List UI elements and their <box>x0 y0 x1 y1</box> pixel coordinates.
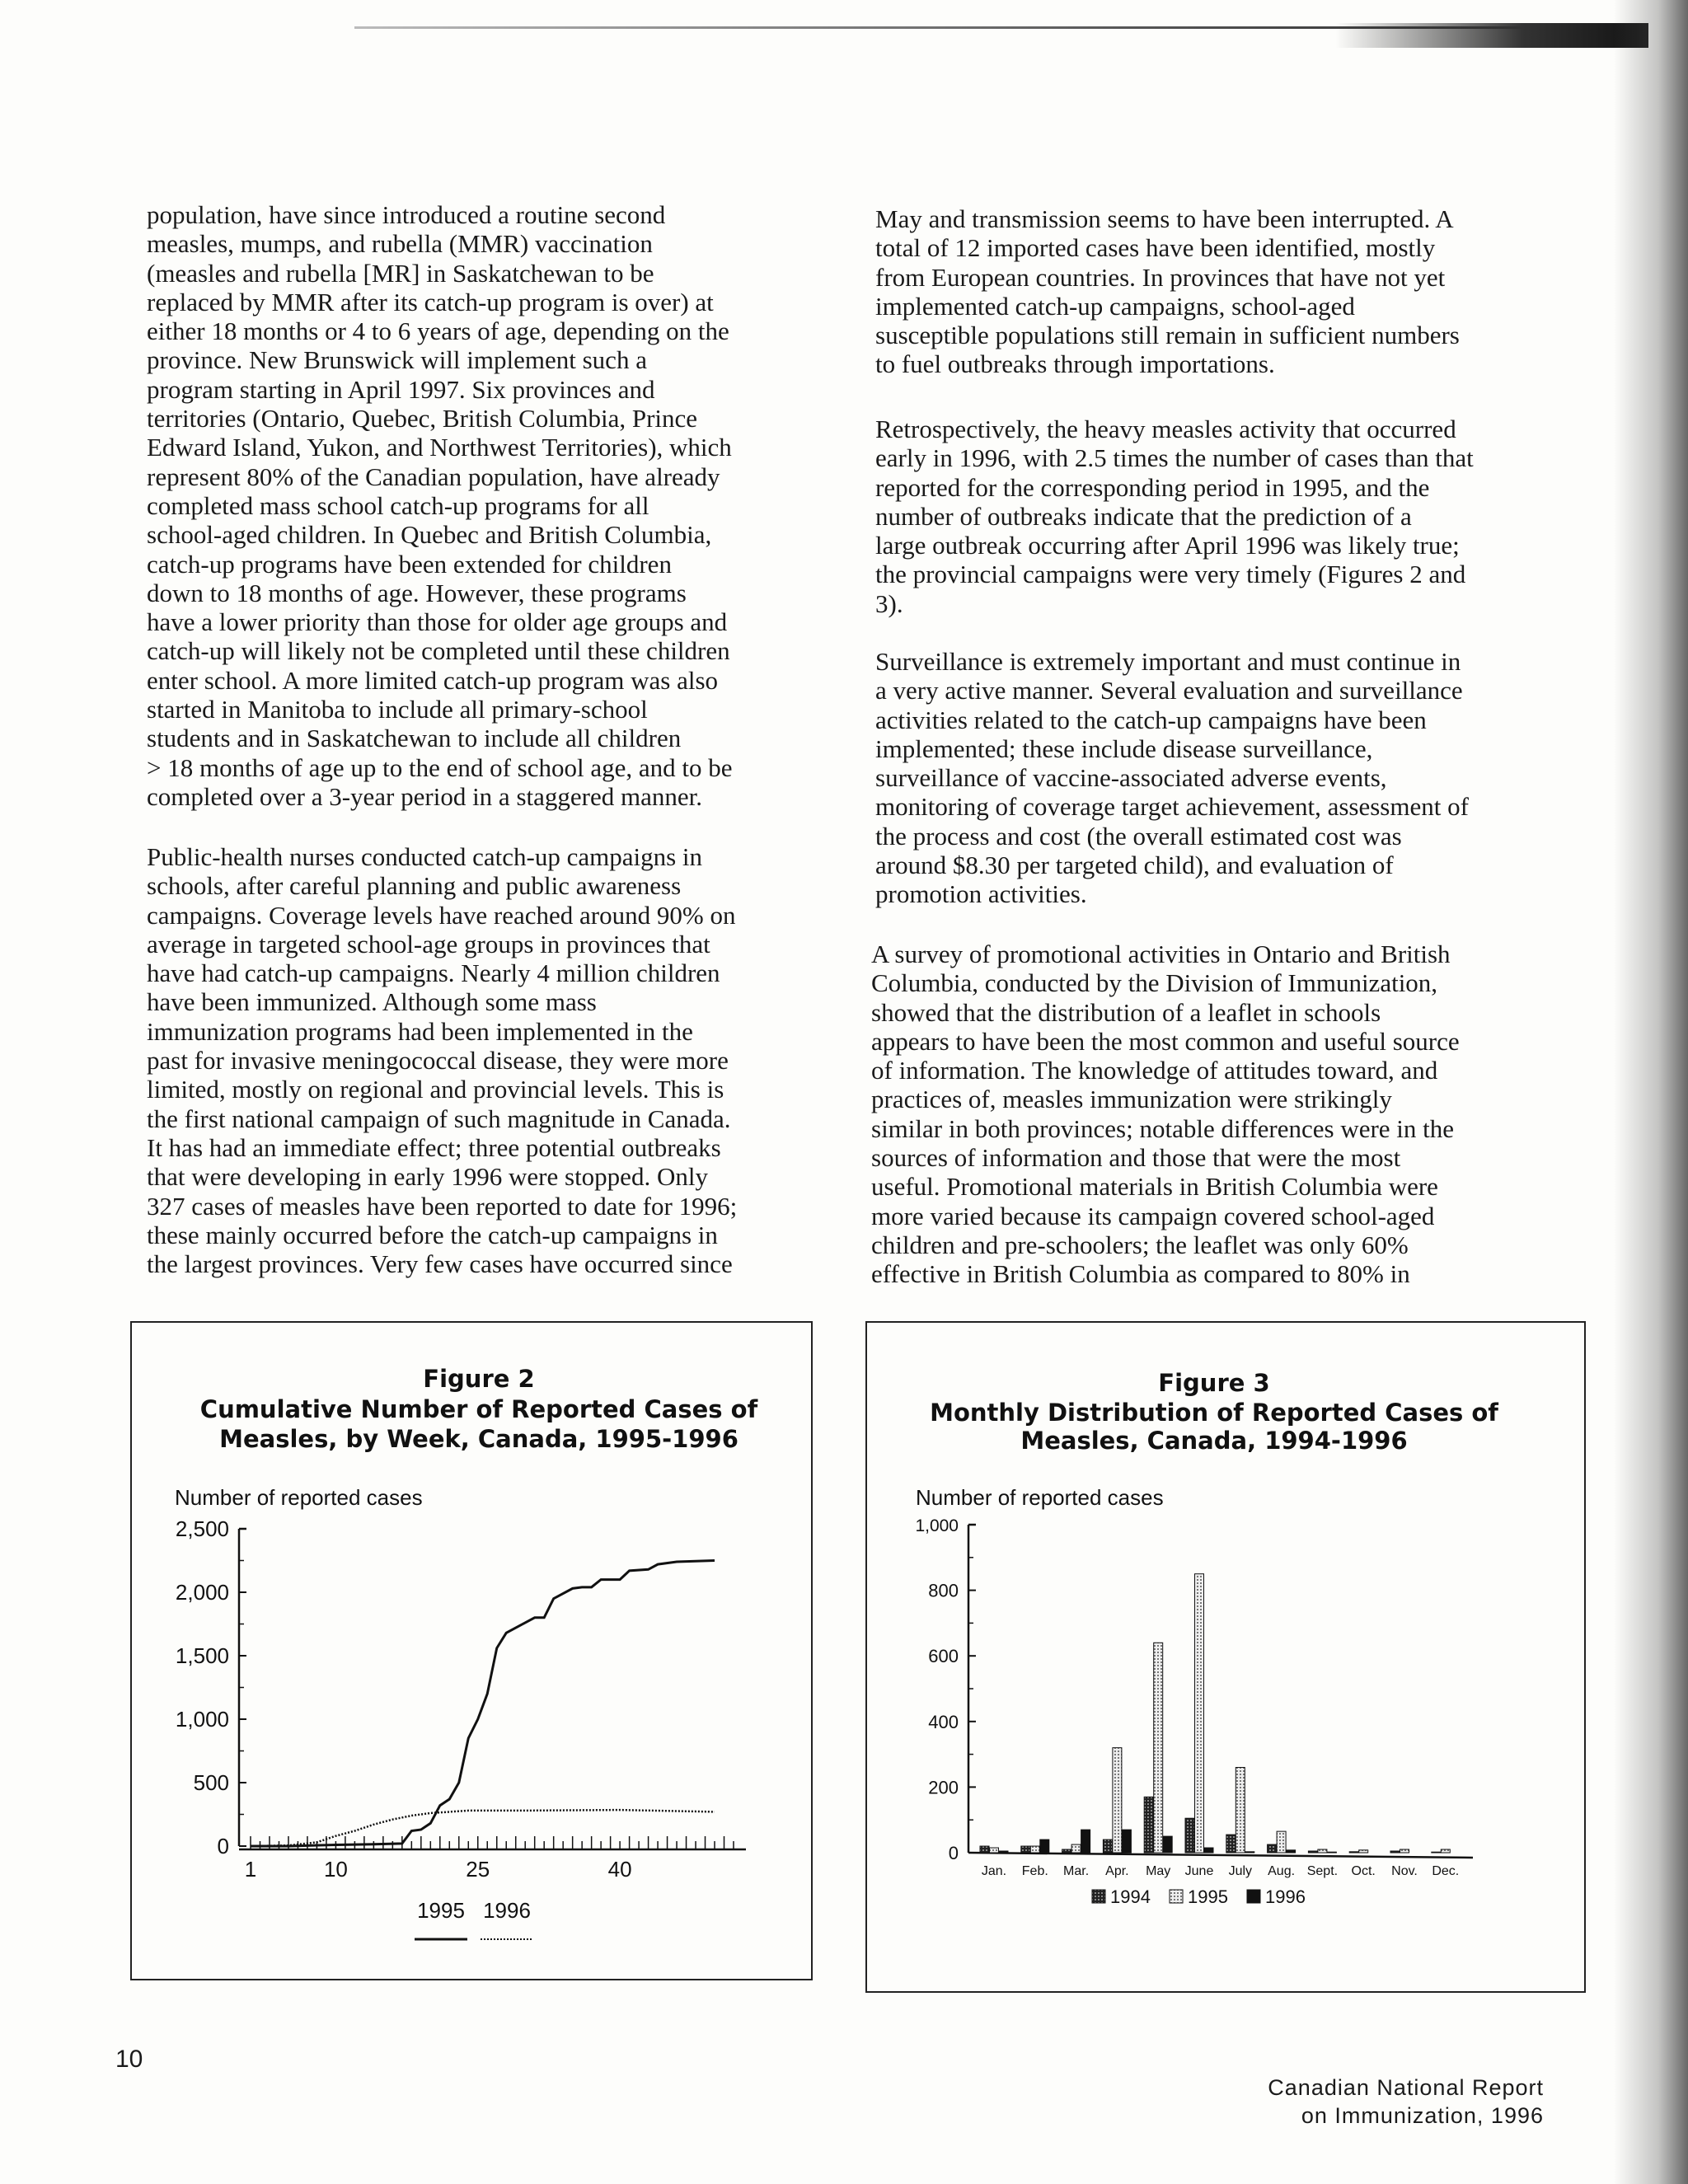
text-line: Public-health nurses conducted catch-up campaigns in <box>147 842 703 871</box>
month-label: Oct. <box>1351 1864 1376 1878</box>
text-line: (measles and rubella [MR] in Saskatchewan to be <box>147 258 654 288</box>
legend-label-1995: 1995 <box>417 1898 465 1923</box>
bar-1996-july <box>1245 1852 1254 1853</box>
text-line: of information. The knowledge of attitudes toward, and <box>871 1056 1438 1085</box>
figure-2-title-line-1: Cumulative Number of Reported Cases of <box>199 1395 758 1423</box>
text-line: Edward Island, Yukon, and Northwest Territories), which <box>147 433 732 462</box>
text-line: limited, mostly on regional and provincial levels. This is <box>147 1075 724 1104</box>
y-tick-label: 1,500 <box>175 1643 229 1668</box>
text-line: represent 80% of the Canadian population, have already <box>147 462 720 491</box>
bar-1995-june <box>1195 1574 1204 1853</box>
x-tick-label: 40 <box>607 1857 632 1882</box>
bar-1995-apr <box>1113 1748 1122 1853</box>
figure-3-title-line-1: Monthly Distribution of Reported Cases of <box>930 1399 1498 1427</box>
legend-label-1995: 1995 <box>1188 1886 1228 1907</box>
bar-1995-jan <box>990 1848 999 1853</box>
legend-swatch-1996 <box>1247 1890 1260 1903</box>
bar-1996-apr <box>1122 1830 1131 1853</box>
series-line-1995 <box>251 1561 715 1847</box>
month-label: Nov. <box>1391 1864 1418 1878</box>
footer-report-title: Canadian National Report <box>1268 2075 1544 2100</box>
y-tick-label: 2,500 <box>175 1516 229 1541</box>
text-line: Surveillance is extremely important and must continue in <box>875 647 1461 676</box>
text-line: appears to have been the most common and useful source <box>871 1026 1460 1056</box>
text-line: territories (Ontario, Quebec, British Columbia, Prince <box>147 404 698 434</box>
bar-1995-nov <box>1400 1849 1409 1853</box>
text-line: early in 1996, with 2.5 times the number of cases than that <box>875 443 1474 473</box>
text-line: sources of information and those that were the most <box>871 1143 1401 1173</box>
bar-1996-mar <box>1081 1830 1090 1853</box>
bar-1994-may <box>1144 1797 1153 1853</box>
y-tick-label: 1,000 <box>175 1707 229 1732</box>
bar-1995-dec <box>1441 1849 1450 1853</box>
text-line: campaigns. Coverage levels have reached around 90% on <box>147 900 736 930</box>
month-label: Dec. <box>1432 1864 1460 1878</box>
text-line: total of 12 imported cases have been identified, mostly <box>875 233 1436 263</box>
bar-1994-june <box>1185 1818 1194 1853</box>
bar-1994-mar <box>1062 1849 1071 1853</box>
figure-2 <box>175 1365 758 1939</box>
y-tick-label: 600 <box>928 1646 959 1667</box>
text-line: It has had an immediate effect; three potential outbreaks <box>147 1132 721 1162</box>
legend-label-1996: 1996 <box>483 1898 531 1923</box>
text-line: the process and cost (the overall estimated cost was <box>875 821 1402 851</box>
text-line: effective in British Columbia as compared to 80% in <box>871 1259 1410 1289</box>
text-line: showed that the distribution of a leaflet in schools <box>871 997 1381 1027</box>
page-number: 10 <box>115 2046 143 2073</box>
text-line: schools, after careful planning and public awareness <box>147 871 682 901</box>
text-line: have a lower priority than those for older age groups and <box>147 607 728 637</box>
bar-1996-feb <box>1040 1840 1049 1853</box>
text-line: either 18 months or 4 to 6 years of age, depending on the <box>147 316 729 346</box>
month-label: May <box>1146 1864 1171 1878</box>
text-line: reported for the corresponding period in 1995, and the <box>875 472 1430 502</box>
text-line: have had catch-up campaigns. Nearly 4 million children <box>147 958 720 988</box>
text-line: similar in both provinces; notable differences were in the <box>871 1113 1455 1143</box>
text-line: program starting in April 1997. Six provinces and <box>147 374 655 404</box>
text-line: enter school. A more limited catch-up program was also <box>147 665 719 695</box>
text-line: 327 cases of measles have been reported to date for 1996; <box>147 1191 738 1221</box>
text-line: activities related to the catch-up campaigns have been <box>875 705 1427 734</box>
text-line: the first national campaign of such magnitude in Canada. <box>147 1104 731 1133</box>
footer-report-subtitle: on Immunization, 1996 <box>1301 2103 1544 2128</box>
text-line: to fuel outbreaks through importations. <box>875 349 1275 379</box>
text-line: down to 18 months of age. However, these programs <box>147 578 687 607</box>
series-line-1996 <box>251 1810 715 1846</box>
figure-3-title-line-2: Measles, Canada, 1994-1996 <box>1020 1427 1408 1455</box>
bar-1996-aug <box>1287 1850 1296 1853</box>
text-line: May and transmission seems to have been interrupted. A <box>875 204 1454 233</box>
text-line: province. New Brunswick will implement such a <box>147 345 647 375</box>
figure-2-y-label: Number of reported cases <box>175 1485 423 1510</box>
text-line: Retrospectively, the heavy measles activity that occurred <box>875 415 1456 443</box>
text-line: completed over a 3-year period in a staggered manner. <box>147 781 702 811</box>
text-line: surveillance of vaccine-associated adverse events, <box>875 763 1387 793</box>
month-label: July <box>1228 1864 1253 1878</box>
y-tick-label: 1,000 <box>915 1516 959 1535</box>
figure-2-label: Figure 2 <box>423 1365 535 1393</box>
month-label: Mar. <box>1063 1864 1090 1878</box>
bar-1995-feb <box>1030 1846 1039 1853</box>
text-line: promotion activities. <box>875 879 1087 909</box>
text-line: Columbia, conducted by the Division of Immunization, <box>871 968 1438 998</box>
text-line: average in targeted school-age groups in provinces that <box>147 929 710 958</box>
bar-1994-feb <box>1021 1846 1030 1853</box>
text-line: these mainly occurred before the catch-up campaigns in <box>147 1220 718 1249</box>
text-line: implemented catch-up campaigns, school-aged <box>875 291 1355 321</box>
bar-1994-oct <box>1349 1852 1358 1853</box>
bar-1994-dec <box>1432 1852 1441 1853</box>
y-tick-label: 200 <box>928 1777 959 1798</box>
text-line: around $8.30 per targeted child), and evaluation of <box>875 851 1394 880</box>
text-line: that were developing in early 1996 were stopped. Only <box>147 1162 708 1192</box>
figure-2-title-line-2: Measles, by Week, Canada, 1995-1996 <box>219 1425 738 1453</box>
month-label: Apr. <box>1105 1864 1129 1878</box>
text-line: population, have since introduced a routine second <box>147 200 666 229</box>
text-line: students and in Saskatchewan to include all children <box>147 724 682 753</box>
y-tick-label: 400 <box>928 1711 959 1732</box>
text-line: catch-up programs have been extended for children <box>147 549 672 579</box>
bar-1996-jan <box>999 1851 1008 1853</box>
bar-1995-may <box>1154 1643 1163 1853</box>
text-line: implemented; these include disease surveillance, <box>875 733 1373 763</box>
legend-label-1996: 1996 <box>1265 1886 1306 1907</box>
text-line: > 18 months of age up to the end of school age, and to be <box>147 752 733 782</box>
x-tick-label: 25 <box>466 1857 490 1882</box>
legend-label-1994: 1994 <box>1110 1886 1151 1907</box>
bar-1994-apr <box>1103 1840 1112 1853</box>
text-line: school-aged children. In Quebec and British Columbia, <box>147 520 712 550</box>
y-tick-label: 0 <box>217 1834 229 1858</box>
bar-1996-june <box>1204 1848 1213 1853</box>
text-line: replaced by MMR after its catch-up program is over) at <box>147 287 714 316</box>
bar-1994-nov <box>1390 1851 1400 1853</box>
bar-1995-mar <box>1071 1844 1081 1853</box>
legend-swatch-1995 <box>1170 1890 1183 1903</box>
bar-1996-sept <box>1327 1852 1336 1853</box>
month-label: June <box>1184 1864 1214 1878</box>
y-tick-label: 0 <box>948 1843 959 1863</box>
bar-1994-aug <box>1268 1844 1277 1853</box>
text-line: more varied because its campaign covered school-aged <box>871 1201 1435 1230</box>
text-line: the largest provinces. Very few cases have occurred since <box>147 1249 733 1279</box>
x-axis <box>968 1853 1473 1858</box>
text-line: susceptible populations still remain in sufficient numbers <box>875 321 1460 350</box>
text-line: immunization programs had been implemented in the <box>147 1016 693 1046</box>
text-line: catch-up will likely not be completed until these children <box>147 636 730 666</box>
figure-3-label: Figure 3 <box>1158 1369 1270 1397</box>
text-line: A survey of promotional activities in Ontario and British <box>871 940 1451 968</box>
figure-3 <box>915 1369 1498 1907</box>
bar-1995-oct <box>1359 1850 1368 1853</box>
text-line: a very active manner. Several evaluation and surveillance <box>875 676 1463 705</box>
month-label: Feb. <box>1021 1864 1048 1878</box>
bar-1995-sept <box>1318 1849 1327 1853</box>
bar-1995-aug <box>1277 1831 1286 1853</box>
bar-1994-jan <box>980 1846 989 1853</box>
text-line: measles, mumps, and rubella (MMR) vaccination <box>147 229 653 259</box>
text-line: have been immunized. Although some mass <box>147 987 597 1017</box>
bar-1995-july <box>1236 1768 1245 1853</box>
bar-1996-may <box>1163 1836 1172 1853</box>
text-line: started in Manitoba to include all primary-school <box>147 695 648 724</box>
legend-swatch-1994 <box>1092 1890 1105 1903</box>
month-label: Jan. <box>981 1864 1007 1878</box>
text-line: completed mass school catch-up programs for all <box>147 490 649 520</box>
text-line: practices of, measles immunization were strikingly <box>871 1085 1392 1114</box>
month-label: Aug. <box>1268 1864 1296 1878</box>
bar-1994-july <box>1226 1835 1236 1853</box>
x-tick-label: 1 <box>244 1857 257 1882</box>
text-line: from European countries. In provinces that have not yet <box>875 262 1446 292</box>
text-line: the provincial campaigns were very timely (Figures 2 and <box>875 560 1466 589</box>
text-line: children and pre-schoolers; the leaflet was only 60% <box>871 1230 1409 1259</box>
bar-1994-sept <box>1308 1851 1317 1853</box>
y-tick-label: 2,000 <box>175 1580 229 1605</box>
figure-3-y-label: Number of reported cases <box>916 1485 1164 1510</box>
text-line: large outbreak occurring after April 1996 was likely true; <box>875 531 1460 560</box>
y-tick-label: 500 <box>193 1770 229 1795</box>
text-line: useful. Promotional materials in British Columbia were <box>871 1172 1438 1202</box>
text-line: 3). <box>875 588 903 618</box>
month-label: Sept. <box>1306 1864 1339 1878</box>
text-line: past for invasive meningococcal disease, they were more <box>147 1046 729 1076</box>
text-line: number of outbreaks indicate that the prediction of a <box>875 501 1412 531</box>
y-tick-label: 800 <box>928 1580 959 1601</box>
x-tick-label: 10 <box>323 1857 348 1882</box>
text-line: monitoring of coverage target achievement, assessment of <box>875 792 1469 822</box>
